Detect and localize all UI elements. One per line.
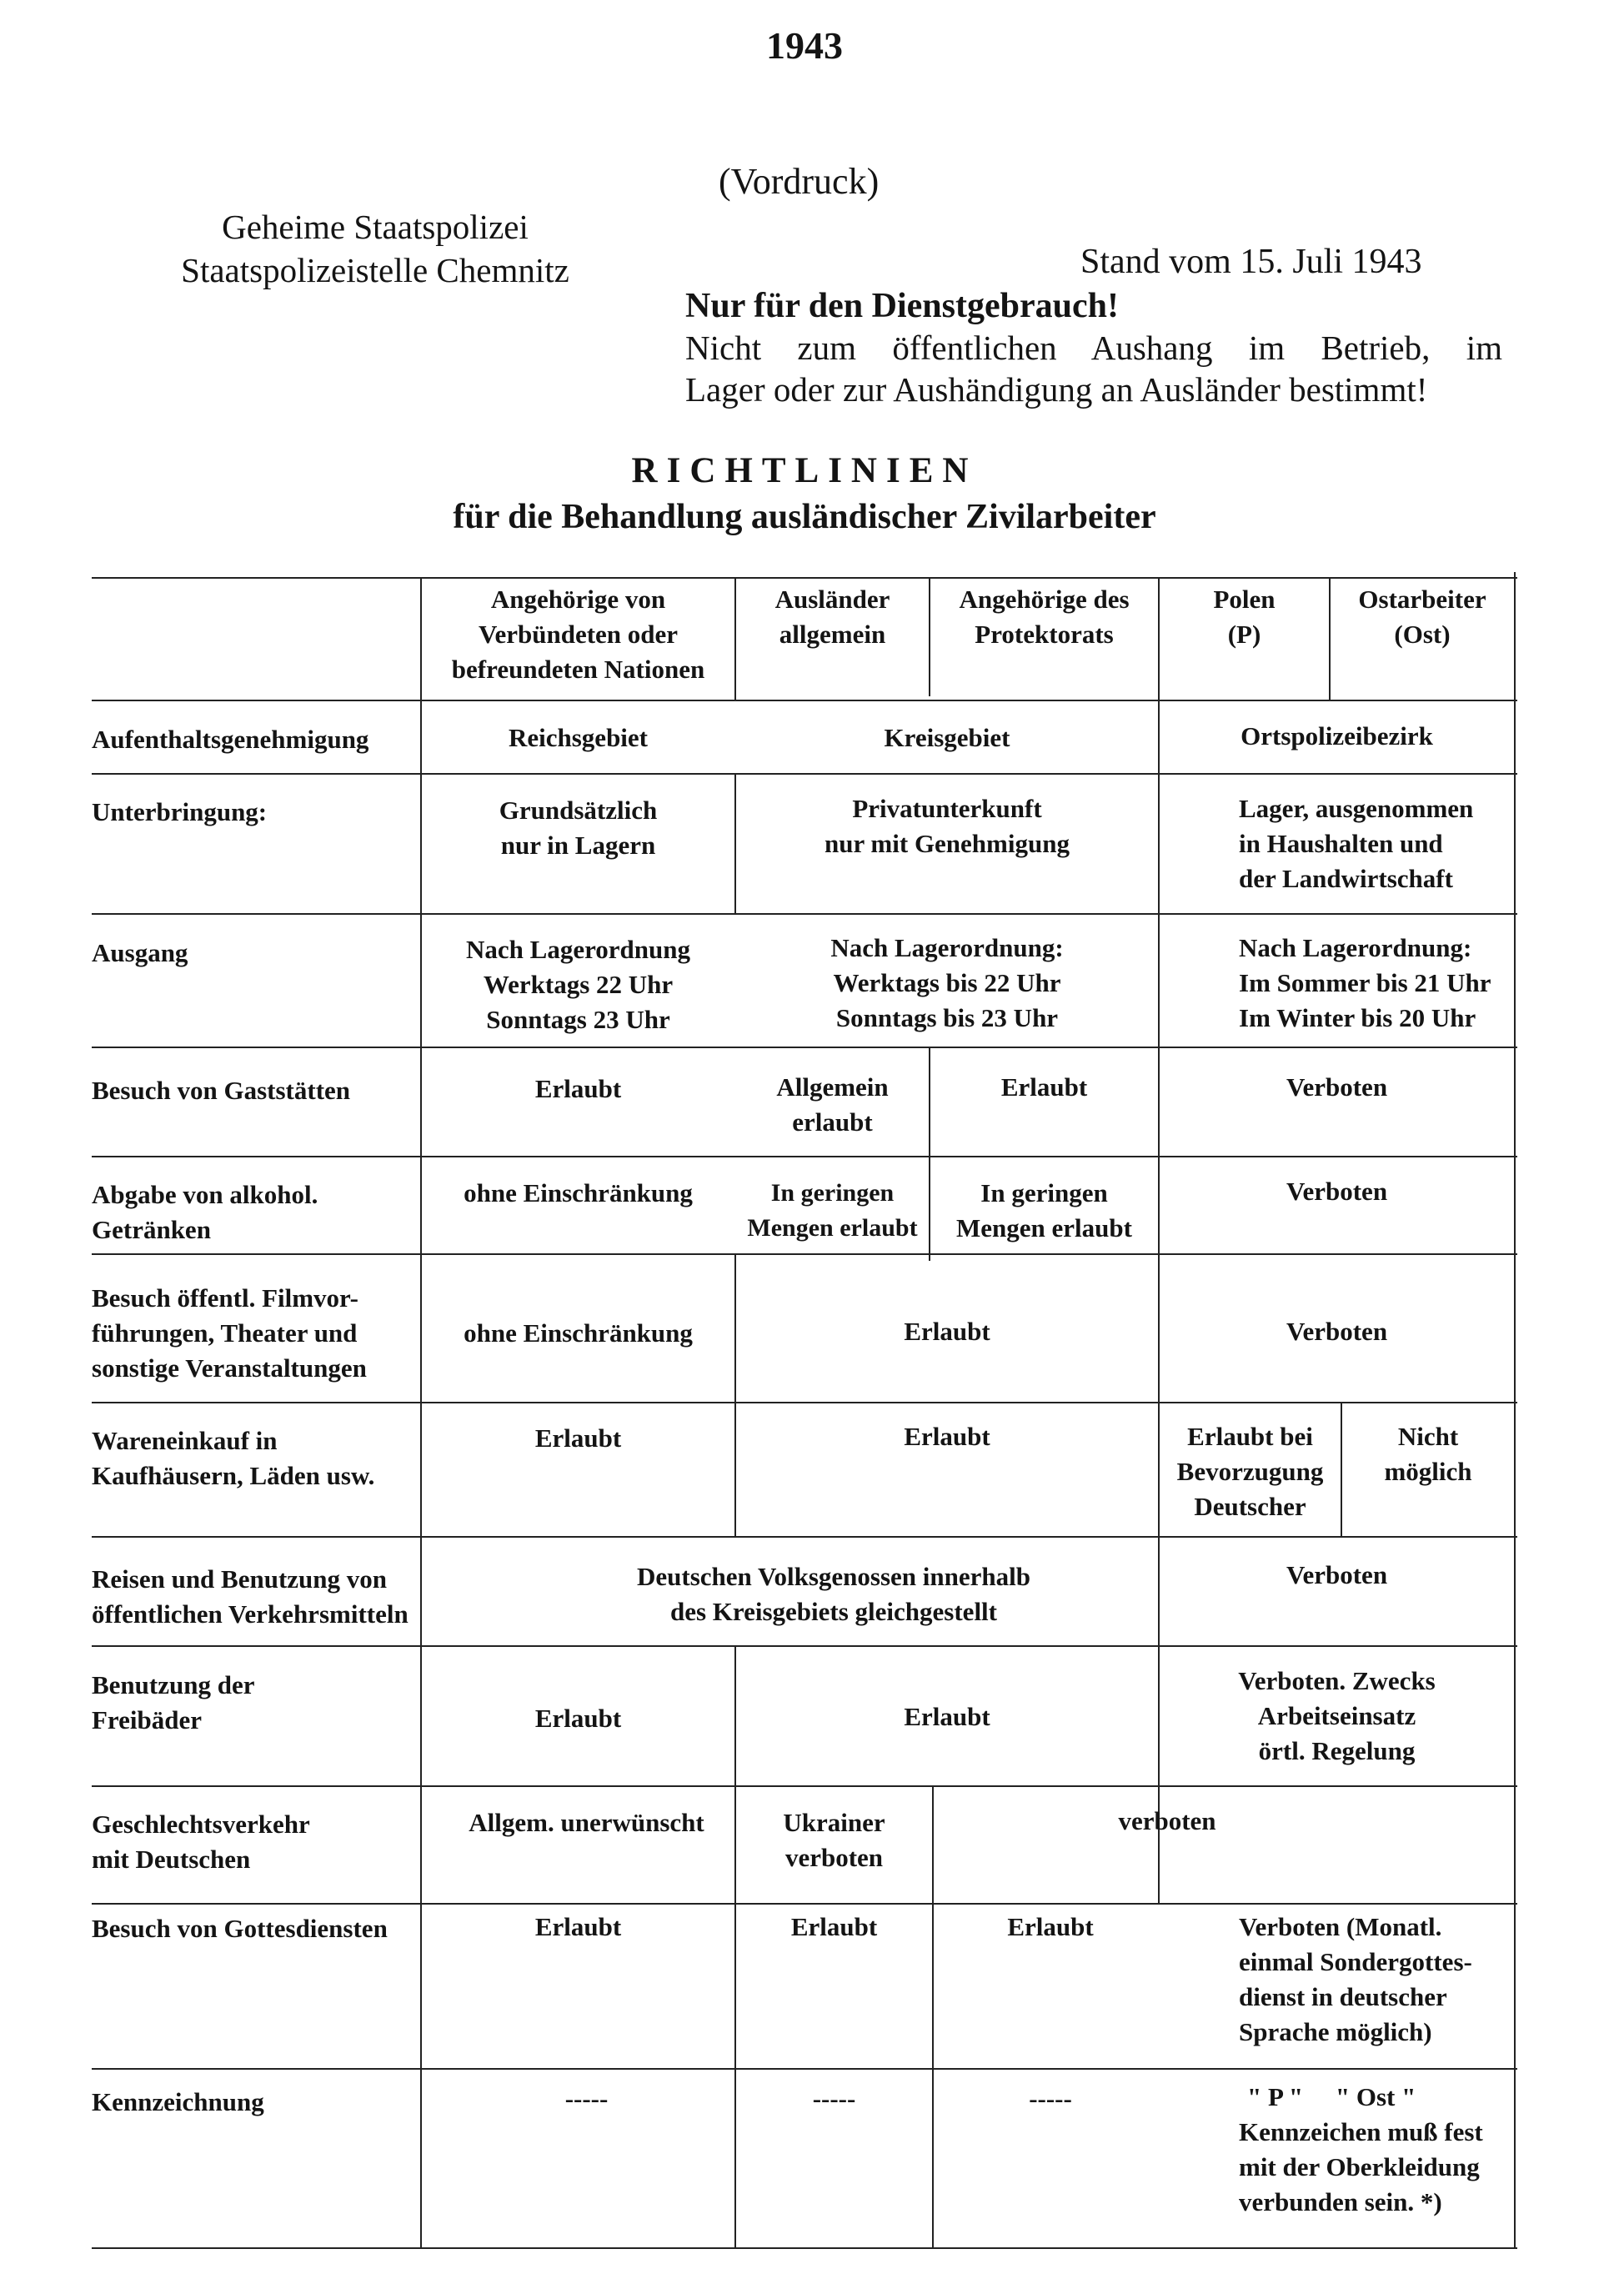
restriction-notice [685,285,1502,410]
cell-line: Privatunterkunft [852,794,1042,823]
cell-line: Bevorzugung [1176,1457,1324,1486]
label-line: mit Deutschen [92,1845,251,1874]
cell-line: Nicht [1397,1422,1459,1451]
cell-line: in Haushalten und [1239,829,1443,858]
cell-line: In geringen [980,1178,1108,1207]
cell-marking-foreigners: ----- [812,2084,856,2113]
cell-residence-middle: Kreisgebiet [884,723,1010,752]
table-rule [92,1536,1517,1538]
header-line: allgemein [779,620,886,649]
cell-line: verbunden sein. *) [1239,2187,1442,2216]
column-header-protectorate [930,582,1158,652]
header-line: Polen [1213,585,1276,614]
cell-events-allied: ohne Einschränkung [464,1318,693,1348]
cell-line: erlaubt [792,1107,873,1137]
cell-line: möglich [1384,1457,1472,1486]
table-rule [92,773,1517,775]
row-label-marking: Kennzeichnung [92,2087,264,2116]
cell-line: In geringen [770,1179,895,1207]
cell-line: Nach Lagerordnung [466,935,690,964]
cell-line: einmal Sondergottes- [1239,1947,1472,1976]
cell-shopping-east [1342,1419,1514,1489]
table-rule [92,1047,1517,1048]
cell-pools-middle: Erlaubt [904,1702,990,1731]
row-label-housing: Unterbringung: [92,797,268,826]
year-heading: 1943 [766,24,843,67]
label-line: Wareneinkauf in [92,1426,278,1455]
cell-pubs-foreigners [736,1070,929,1140]
label-line: Besuch öffentl. Filmvor- [92,1283,358,1313]
notice-line: Lager oder zur Aushändigung an Ausländer bestimmt! [685,370,1428,409]
table-rule [92,1253,1517,1255]
cell-church-east [1239,1910,1514,2050]
cell-line: dienst in deutscher [1239,1982,1447,2011]
row-label-residence: Aufenthaltsgenehmigung [92,725,369,754]
cell-line: Deutscher [1194,1492,1306,1521]
cell-pubs-protectorate: Erlaubt [1000,1072,1088,1102]
cell-line: Sonntags bis 23 Uhr [835,1003,1059,1032]
cell-line: Verboten. Zwecks [1238,1666,1436,1695]
cell-line: Im Winter bis 20 Uhr [1239,1003,1476,1032]
table-rule [92,1156,1517,1157]
cell-pools-east [1160,1664,1514,1769]
table-rule [734,1645,736,2247]
row-label-events [92,1281,367,1386]
cell-events-middle: Erlaubt [904,1317,990,1346]
cell-relations-rest: verboten [1118,1806,1216,1835]
cell-line: Sonntags 23 Uhr [486,1005,670,1034]
cell-housing-east [1239,791,1514,896]
cell-line: Nach Lagerordnung: [830,933,1064,962]
cell-residence-east: Ortspolizeibezirk [1241,721,1433,750]
cell-shopping-middle: Erlaubt [904,1422,990,1451]
cell-alcohol-foreigners [736,1176,929,1246]
cell-line: Werktags 22 Uhr [483,970,674,999]
cell-residence-allied: Reichsgebiet [508,723,649,752]
label-line: Getränken [92,1215,211,1244]
row-label-travel [92,1562,409,1632]
cell-line: Erlaubt bei [1187,1422,1313,1451]
cell-line: Allgemein [776,1072,889,1102]
agency-line: Staatspolizeistelle Chemnitz [181,251,569,289]
table-rule [1514,572,1516,2247]
cell-relations-allied: Allgem. unerwünscht [469,1808,704,1837]
cell-line: verboten [784,1843,884,1872]
cell-line: Mengen erlaubt [956,1213,1132,1242]
row-label-church: Besuch von Gottesdiensten [92,1914,388,1943]
header-line: Verbündeten oder [478,620,679,649]
table-rule [92,1645,1517,1647]
cell-line: nur in Lagern [500,831,656,860]
cell-marking-protectorate: ----- [1029,2084,1072,2113]
label-line: Reisen und Benutzung von [92,1564,388,1594]
table-rule [92,1402,1517,1403]
row-label-shopping [92,1423,374,1493]
badge-marks: " P " " Ost " [1247,2082,1416,2111]
form-note: (Vordruck) [719,161,880,202]
header-line: Protektorats [975,620,1114,649]
label-line: führungen, Theater und [92,1318,358,1348]
table-rule [92,577,1517,579]
cell-church-protectorate: Erlaubt [1007,1912,1094,1941]
document-title: RICHTLINIEN [631,451,978,490]
cell-travel-east: Verboten [1286,1560,1388,1589]
header-line: (P) [1227,620,1261,649]
header-line: Angehörige von [490,585,666,614]
cell-line: Mengen erlaubt [747,1214,918,1242]
cell-housing-allied [422,793,734,863]
header-line: Angehörige des [959,585,1130,614]
cell-relations-foreigners [736,1805,932,1875]
cell-travel-wide [467,1559,1200,1629]
label-line: Freibäder [92,1705,203,1734]
label-line: sonstige Veranstaltungen [92,1353,367,1383]
row-label-pools [92,1668,255,1738]
table-rule [734,1253,736,1537]
header-line: Ausländer [774,585,890,614]
label-line: Benutzung der [92,1670,255,1699]
table-rule [92,2247,1517,2249]
label-line: Kaufhäusern, Läden usw. [92,1461,375,1490]
cell-shopping-allied: Erlaubt [534,1423,622,1453]
cell-curfew-middle [736,931,1158,1036]
cell-church-allied: Erlaubt [534,1912,622,1941]
cell-events-east: Verboten [1286,1317,1388,1346]
column-header-allied [422,582,734,687]
table-rule [932,1785,934,2247]
row-label-alcohol [92,1177,318,1247]
cell-alcohol-east: Verboten [1286,1177,1388,1206]
cell-line: örtl. Regelung [1258,1736,1416,1765]
table-rule [92,2068,1517,2070]
cell-line: Lager, ausgenommen [1239,794,1474,823]
document-subtitle: für die Behandlung ausländischer Zivilarbeiter [453,498,1156,536]
notice-line: Nicht zum öffentlichen Aushang im Betrieb, im [685,329,1502,367]
column-header-east [1331,582,1514,652]
agency-line: Geheime Staatspolizei [222,208,529,246]
label-line: Geschlechtsverkehr [92,1810,310,1839]
cell-marking-allied: ----- [564,2084,609,2113]
cell-line: Sprache möglich) [1239,2017,1432,2046]
cell-line: der Landwirtschaft [1239,864,1453,893]
cell-line: Ukrainer [783,1808,885,1837]
column-header-poles [1160,582,1329,652]
cell-line: mit der Oberkleidung [1239,2152,1480,2181]
cell-pubs-east: Verboten [1286,1072,1388,1102]
cell-alcohol-allied: ohne Einschränkung [464,1178,693,1207]
row-label-curfew: Ausgang [92,938,188,967]
row-label-pubs: Besuch von Gaststätten [92,1076,351,1105]
header-line: Ostarbeiter [1358,585,1486,614]
column-header-foreigners [736,582,929,652]
label-line: öffentlichen Verkehrsmitteln [92,1599,409,1629]
cell-curfew-allied [422,932,734,1037]
cell-alcohol-protectorate [930,1176,1158,1246]
cell-shopping-poles [1160,1419,1341,1524]
cell-line: des Kreisgebiets gleichgestellt [669,1597,997,1626]
cell-line: Im Sommer bis 21 Uhr [1239,968,1491,997]
cell-line: Grundsätzlich [499,796,658,825]
table-rule [92,700,1517,701]
cell-line: Verboten (Monatl. [1239,1912,1442,1941]
header-line: (Ost) [1394,620,1451,649]
cell-pubs-allied: Erlaubt [534,1074,622,1103]
cell-housing-middle [736,791,1158,861]
cell-line: Werktags bis 22 Uhr [833,968,1061,997]
cell-curfew-east [1239,931,1514,1036]
restriction-heading: Nur für den Dienstgebrauch! [685,287,1119,325]
cell-marking-east [1239,2080,1514,2220]
header-line: befreundeten Nationen [451,655,705,684]
table-rule [92,913,1517,915]
cell-line: Deutschen Volksgenossen innerhalb [636,1562,1030,1591]
cell-line: nur mit Genehmigung [825,829,1070,858]
table-rule [92,1903,1517,1905]
table-rule [92,1785,1517,1787]
label-line: Abgabe von alkohol. [92,1180,318,1209]
agency-block [125,205,625,292]
cell-line: Arbeitseinsatz [1257,1701,1416,1730]
cell-pools-allied: Erlaubt [534,1704,622,1733]
cell-church-foreigners: Erlaubt [790,1912,878,1941]
cell-line: Kennzeichen muß fest [1239,2117,1483,2146]
cell-line: Nach Lagerordnung: [1239,933,1472,962]
document-date: Stand vom 15. Juli 1943 [1080,243,1422,281]
row-label-relations [92,1807,310,1877]
